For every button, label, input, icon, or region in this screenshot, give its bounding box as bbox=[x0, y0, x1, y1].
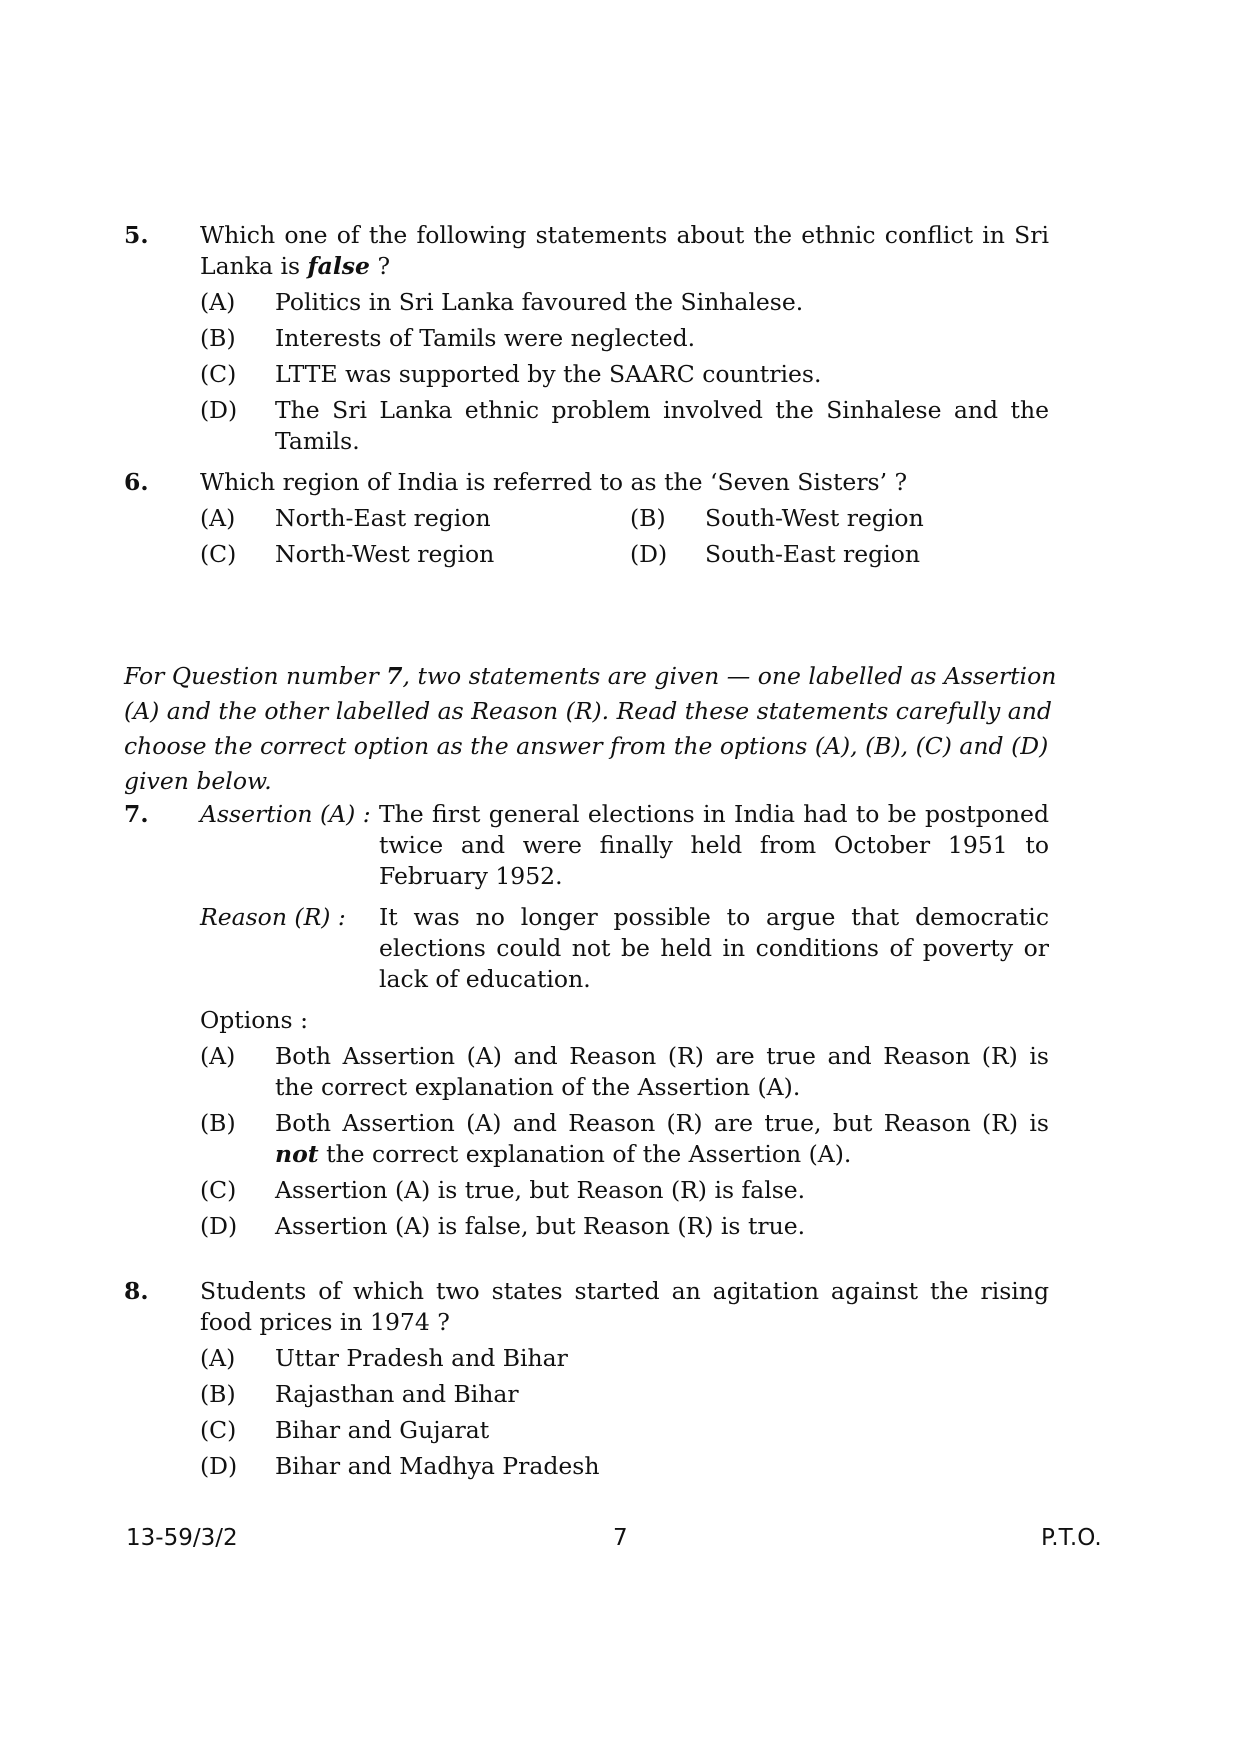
question-text: Which region of India is referred to as the ‘Seven Sisters’ ? bbox=[200, 468, 908, 496]
question-7 bbox=[124, 799, 1049, 1242]
option-b bbox=[200, 1108, 1049, 1170]
question-number: 7. bbox=[124, 800, 149, 828]
option-text: South-West region bbox=[705, 504, 924, 532]
option-label: (D) bbox=[200, 1212, 238, 1240]
option-text: North-West region bbox=[275, 540, 495, 568]
option-a bbox=[200, 1041, 1049, 1103]
option-b bbox=[200, 323, 1049, 354]
option-label: (B) bbox=[630, 504, 666, 532]
reason bbox=[200, 902, 1049, 995]
paper-code: 13-59/3/2 bbox=[126, 1525, 238, 1551]
option-c bbox=[200, 1415, 1049, 1446]
option-text: The Sri Lanka ethnic problem involved the Sinhalese and the Tamils. bbox=[275, 396, 1049, 455]
question-number: 5. bbox=[124, 221, 149, 249]
option-label: (C) bbox=[200, 1176, 237, 1204]
option-text: Assertion (A) is true, but Reason (R) is false. bbox=[275, 1176, 806, 1204]
question-number: 8. bbox=[124, 1277, 149, 1305]
option-d bbox=[200, 395, 1049, 457]
question-5 bbox=[124, 220, 1049, 457]
reason-label: Reason (R) : bbox=[200, 903, 346, 931]
option-label: (B) bbox=[200, 324, 236, 352]
question-6 bbox=[124, 467, 1049, 570]
instruction-text bbox=[124, 659, 1094, 799]
option-label: (B) bbox=[200, 1109, 236, 1137]
option-d bbox=[630, 539, 1030, 570]
option-b bbox=[200, 1379, 1049, 1410]
option-text: Rajasthan and Bihar bbox=[275, 1380, 519, 1408]
pto-label: P.T.O. bbox=[1041, 1525, 1102, 1551]
option-text: Both Assertion (A) and Reason (R) are true and Reason (R) is the correct explanation of the Assertion (A). bbox=[275, 1042, 1049, 1101]
option-emphasis: not bbox=[275, 1140, 319, 1168]
question-text-end: ? bbox=[370, 252, 391, 280]
option-grid bbox=[200, 503, 1049, 570]
option-text: Interests of Tamils were neglected. bbox=[275, 324, 696, 352]
instruction-part: , two statements are given — one labelled as Assertion (A) and the other labelled as Reason (R). Read these statements carefully and choose the correct option as the answer from the options (A), (B), (C) and (D) given below. bbox=[124, 662, 1057, 795]
question-text bbox=[200, 220, 1049, 282]
option-text: Both Assertion (A) and Reason (R) are true, but Reason (R) is bbox=[275, 1109, 1049, 1137]
option-text: LTTE was supported by the SAARC countries. bbox=[275, 360, 822, 388]
option-text: Assertion (A) is false, but Reason (R) is true. bbox=[275, 1212, 806, 1240]
option-a bbox=[200, 1343, 1049, 1374]
option-label: (A) bbox=[200, 288, 236, 316]
option-label: (C) bbox=[200, 540, 237, 568]
assertion bbox=[200, 799, 1049, 892]
options-label: Options : bbox=[200, 1006, 308, 1034]
option-text: Uttar Pradesh and Bihar bbox=[275, 1344, 568, 1372]
option-label: (C) bbox=[200, 360, 237, 388]
option-text: South-East region bbox=[705, 540, 921, 568]
page-number: 7 bbox=[613, 1525, 628, 1551]
option-text: North-East region bbox=[275, 504, 491, 532]
option-c bbox=[200, 359, 1049, 390]
option-text: Bihar and Madhya Pradesh bbox=[275, 1452, 600, 1480]
option-text-end: the correct explanation of the Assertion (A). bbox=[318, 1140, 852, 1168]
reason-text: It was no longer possible to argue that democratic elections could not be held in conditions of poverty or lack of education. bbox=[379, 903, 1049, 993]
option-d bbox=[200, 1211, 1049, 1242]
option-a bbox=[200, 287, 1049, 318]
option-text: Politics in Sri Lanka favoured the Sinhalese. bbox=[275, 288, 804, 316]
instruction-part: For Question number bbox=[124, 662, 387, 690]
instruction-question-ref: 7 bbox=[386, 662, 403, 690]
question-text-part: Which one of the following statements about the ethnic conflict in Sri Lanka is bbox=[200, 221, 1049, 280]
assertion-text: The first general elections in India had to be postponed twice and were finally held from October 1951 to February 1952. bbox=[379, 800, 1049, 890]
option-label: (A) bbox=[200, 1042, 236, 1070]
question-emphasis: false bbox=[307, 252, 370, 280]
option-a bbox=[200, 503, 630, 534]
option-label: (B) bbox=[200, 1380, 236, 1408]
option-label: (D) bbox=[630, 540, 668, 568]
option-label: (D) bbox=[200, 1452, 238, 1480]
option-c bbox=[200, 539, 630, 570]
question-8 bbox=[124, 1276, 1049, 1482]
question-text: Students of which two states started an agitation against the rising food prices in 1974 ? bbox=[200, 1277, 1049, 1336]
question-number: 6. bbox=[124, 468, 149, 496]
option-label: (D) bbox=[200, 396, 238, 424]
assertion-label: Assertion (A) : bbox=[200, 800, 371, 828]
option-b bbox=[630, 503, 1030, 534]
option-label: (A) bbox=[200, 1344, 236, 1372]
option-label: (A) bbox=[200, 504, 236, 532]
option-c bbox=[200, 1175, 1049, 1206]
option-label: (C) bbox=[200, 1416, 237, 1444]
option-text: Bihar and Gujarat bbox=[275, 1416, 490, 1444]
option-d bbox=[200, 1451, 1049, 1482]
